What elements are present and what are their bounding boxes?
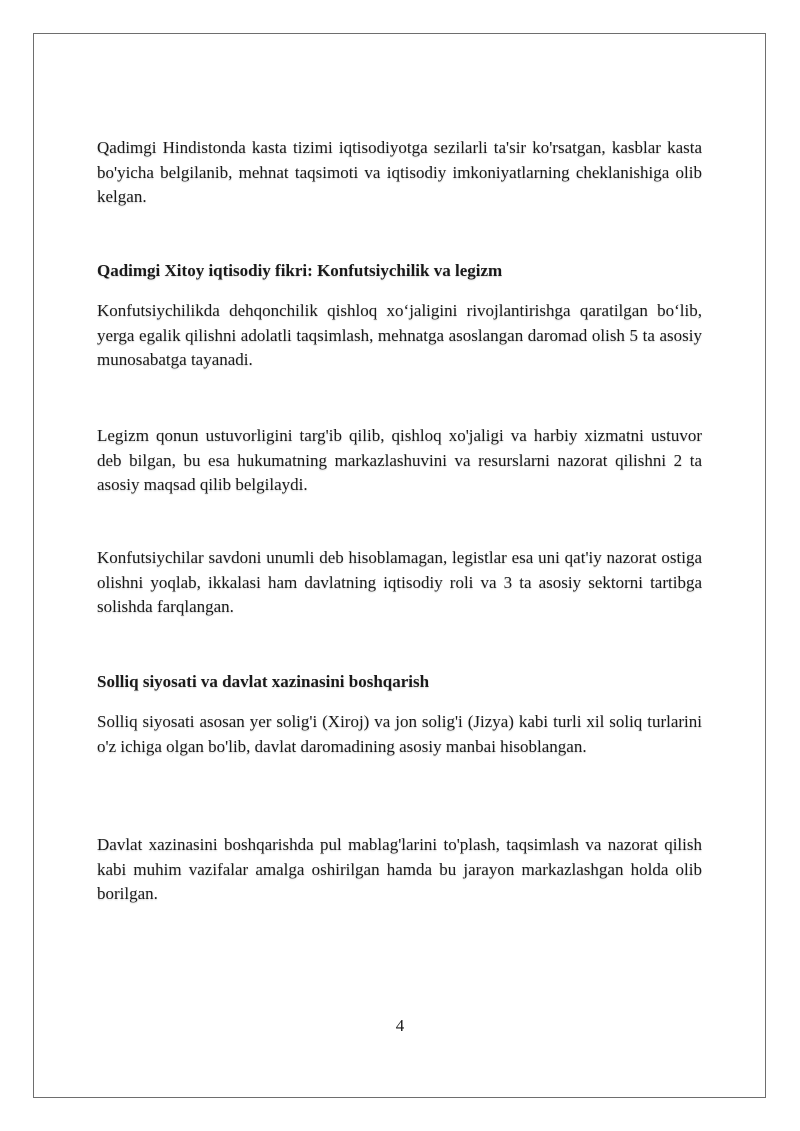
- heading-chinese-economic-thought: Qadimgi Xitoy iqtisodiy fikri: Konfutsiychilik va legizm: [97, 261, 503, 280]
- paragraph-confucianism: Konfutsiychilikda dehqonchilik qishloq xo‘jaligini rivojlantirishga qaratilgan bo‘lib, yerga egalik qilishni adolatli taqsimlash, mehnatga asoslangan daromad olish 5 ta asosiy munosabatga tayanadi.: [97, 301, 702, 369]
- paragraph-india-caste: Qadimgi Hindistonda kasta tizimi iqtisodiyotga sezilarli ta'sir ko'rsatgan, kasblar kasta bo'yicha belgilanib, mehnat taqsimoti va iqtisodiy imkoniyatlarning cheklanishiga olib kelgan.: [97, 138, 702, 206]
- heading-tax-policy: Solliq siyosati va davlat xazinasini boshqarish: [97, 672, 430, 691]
- paragraph-legalism: Legizm qonun ustuvorligini targ'ib qilib, qishloq xo'jaligi va harbiy xizmatni ustuvor deb bilgan, bu esa hukumatning markazlashuvini va resurslarni nazorat qilishni 2 ta asosiy maqsad qilib belgilaydi.: [97, 426, 702, 494]
- paragraph-trade-comparison: Konfutsiychilar savdoni unumli deb hisoblamagan, legistlar esa uni qat'iy nazorat ostiga olishni yoqlab, ikkalasi ham davlatning iqtisodiy roli va 3 ta asosiy sektorni tartibga solishda farqlangan.: [97, 548, 702, 616]
- page-number: 4: [395, 1016, 405, 1035]
- paragraph-treasury-management: Davlat xazinasini boshqarishda pul mablag'larini to'plash, taqsimlash va nazorat qilish kabi muhim vazifalar amalga oshirilgan hamda bu jarayon markazlashgan holda olib borilgan.: [97, 835, 702, 903]
- paragraph-tax-types: Solliq siyosati asosan yer solig'i (Xiroj) va jon solig'i (Jizya) kabi turli xil soliq turlarini o'z ichiga olgan bo'lib, davlat daromadining asosiy manbai hisoblangan.: [97, 712, 702, 756]
